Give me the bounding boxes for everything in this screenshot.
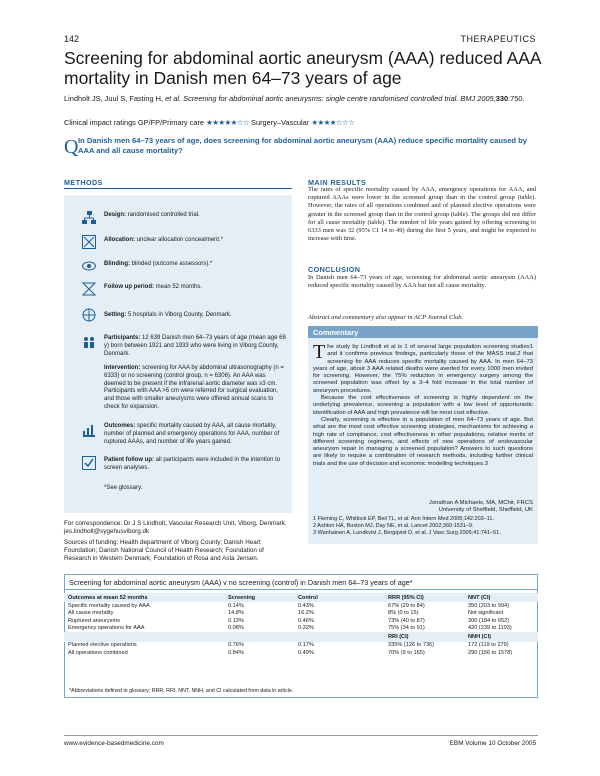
- table-subheader-row: [64, 632, 538, 642]
- table-title-divider: [64, 589, 538, 590]
- ratings-label: Clinical impact ratings GP/FP/Primary care: [64, 118, 207, 127]
- footer-url[interactable]: www.evidence-basedmedicine.com: [64, 740, 164, 747]
- conclusion-text: In Danish men 64–73 years of age, screening for abdominal aortic aneurysm (AAA) reduced specific mortality caused by AAA but not all cause mortality.: [308, 274, 536, 290]
- correspondence-text: For correspondence: Dr J S Lindholt, Vascular Research Unit, Viborg, Denmark. jes.lindholt@sygehusviborg.dk: [64, 520, 287, 535]
- subheader-nnh: NNH (CI): [464, 632, 538, 642]
- reference-item: 3 Wanhainen A, Lundkvist J, Bergqvist D, et al. J Vasc Surg 2005;41:741–51.: [313, 529, 501, 536]
- glossary-note: *See glossary.: [104, 485, 143, 491]
- methods-setting: Setting: 5 hospitals in Viborg County, Denmark.: [104, 312, 232, 318]
- table-row: All operations combined 0.84% 0.49% 70% (9 to 165) 290 (156 to 1578): [68, 650, 513, 657]
- clinical-question: [64, 136, 544, 156]
- methods-patient-followup: Patient follow up: all participants were included in the intention to screen analyses.: [104, 457, 281, 471]
- commentary-paragraph-2: Because the cost effectiveness of screening is highly dependent on the underlying prevalence, screening a population with a low level of opportunistic identification of AAA and high prevalence will be most cost effective.: [313, 395, 533, 416]
- methods-blinding: Blinding: blinded (outcome assessors).*: [104, 261, 213, 267]
- header-rrr: RRR (95% CI): [384, 593, 464, 602]
- table-footnote: *Abbreviations defined in glossary; RRR, RRI, NNT, NNH, and CI calculated from data in article.: [69, 688, 294, 694]
- author-affiliation: University of Sheffield, Sheffield, UK: [438, 507, 533, 514]
- conclusion-heading: CONCLUSION: [308, 265, 361, 274]
- header-control: Control: [294, 593, 384, 602]
- results-table: [64, 593, 538, 657]
- hourglass-icon: [82, 282, 96, 296]
- citation-etal: et al.: [165, 94, 182, 103]
- methods-box: [64, 195, 292, 513]
- table-title: Screening for abdominal aortic aneurysm (AAA) v no screening (control) in Danish men 64–73 years of age*: [69, 578, 413, 587]
- methods-allocation: Allocation: unclear allocation concealment.*: [104, 237, 224, 243]
- header-outcomes: Outcomes at mean 52 months: [64, 593, 224, 602]
- correspondence-block: [64, 520, 292, 563]
- methods-intervention: Intervention: screening for AAA by abdominal ultrasonography (n = 6333) or no screening (control group, n = 6306). An AAA was deemed to be present if the infrarenal aortic diameter was ≥3 cm. Participants with AAA >5 cm were referred for surgical evaluation, and those with smaller aneurysms were offered annual scans to check for expansion.: [104, 365, 284, 410]
- footer-issue: EBM Volume 10 October 2005: [449, 740, 536, 747]
- methods-outcomes: Outcomes: specific mortality caused by AAA, all cause mortality, number of planned and emergency operations for AAA, number of ruptured AAAs, and number of life years gained.: [104, 423, 280, 445]
- main-results-heading: MAIN RESULTS: [308, 178, 367, 187]
- abstract-note: Abstract and commentary also appear in ACP Journal Club.: [308, 314, 464, 321]
- primary-care-stars: ★★★★★☆☆: [206, 118, 249, 127]
- table-header-row: [64, 593, 538, 602]
- citation-title: Screening for abdominal aortic aneurysms: single centre randomised controlled trial. BMJ 2005;: [181, 94, 496, 103]
- table-row: Planned elective operations 0.76% 0.17% 335% (126 to 736) 172 (119 to 279): [68, 642, 509, 649]
- methods-followup: Follow up period: mean 52 months.: [104, 284, 203, 290]
- references: [313, 516, 535, 536]
- ratings-separator: Surgery–Vascular: [249, 118, 312, 127]
- citation: [64, 94, 544, 104]
- header-screening: Screening: [224, 593, 294, 602]
- article-title: Screening for abdominal aortic aneurysm (AAA) reduced AAA mortality in Danish men 64–73 years of age: [64, 48, 541, 88]
- table-row: Ruptured aneurysms 0.13% 0.46% 73% (40 to 87) 300 (184 to 652): [68, 617, 510, 624]
- page-number: 142: [64, 34, 80, 44]
- methods-participants: Participants: 12 639 Danish men 64–73 years of age (mean age 68 y) born between 1921 and 1933 who were living in Viborg County, Denmark.: [104, 335, 286, 357]
- patient-followup-icon: [82, 456, 96, 470]
- main-results-text: The rates of specific mortality caused by AAA, emergency operations for AAA, and ruptured AAAs were lower in the screened group than in the control group (table). However, the rates of all operations combined and of planned elective operations were greater in the screened group than in the control group (table). The groups did not differ for all cause mortality (table). The number of life years gained by offering screening to 6333 men was 32 (95% CI 14 to 49) during the first 5 years, and might be expected to increase with time.: [308, 186, 536, 243]
- blinding-icon: [82, 259, 96, 273]
- question-mark: Q: [64, 136, 79, 158]
- participants-icon: [82, 335, 96, 349]
- citation-authors: Lindholt JS, Juul S, Fasting H,: [64, 94, 166, 103]
- citation-volume: 330: [495, 94, 509, 103]
- subheader-rri: RRI (CI): [384, 632, 464, 642]
- drop-cap: T: [313, 341, 326, 363]
- citation-pages: :750.: [508, 94, 525, 103]
- commentary-text: [313, 341, 533, 468]
- commentary-author: [313, 500, 533, 515]
- table-row: Emergency operations for AAA 0.08% 0.32% 75% (34 to 91) 420 (239 to 1103): [68, 625, 512, 632]
- outcomes-icon: [82, 423, 96, 437]
- table-row: All cause mortality 14.8% 16.2% 8% (0 to 15) Not significant: [68, 610, 504, 617]
- methods-heading: METHODS: [64, 178, 103, 187]
- commentary-paragraph-1: he study by Lindholt et al is 1 of several large population screening studies1 and it confirms previous findings, particularly those of the MASS trial,2 that screening for AAA reduces specific mortality caused by AAA. In men 64–73 years of age, about 3 AAA related deaths were averted for every 1000 men invited for screening. However, the 75% reduction in emergency surgery among the screened population was offset by a 3–4 fold increase in the total number of aneurysm procedures.: [313, 344, 533, 394]
- design-icon: [82, 211, 96, 225]
- methods-divider: [64, 188, 292, 189]
- author-name: Jonathan A Michaels, MA, MChir, FRCS: [428, 500, 533, 506]
- section-label: THERAPEUTICS: [460, 34, 536, 44]
- setting-icon: [82, 308, 96, 322]
- commentary-heading: Commentary: [313, 328, 359, 337]
- header-nnt: NNT (CI): [464, 593, 538, 602]
- reference-item: 2 Ashton HA, Buxton MJ, Day NE, et al. Lancet 2002;360:1531–9.: [313, 522, 474, 529]
- question-text: In Danish men 64–73 years of age, does screening for abdominal aortic aneurysm (AAA) reduce specific mortality caused by AAA and all cause mortality?: [78, 136, 528, 155]
- funding-text: Sources of funding: Health department of Viborg County; Danish Heart Foundation; Danish National Council of Health Research; Foundation of Research in Western Denmark; Foundation of Rosa and Asta Jensen.: [64, 539, 264, 562]
- reference-item: 1 Fleming C, Whitlock EP, Beil TL, et al. Ann Intern Med 2005;142:203–11.: [313, 516, 494, 522]
- allocation-icon: [82, 235, 96, 249]
- footer-divider: [64, 735, 538, 736]
- table-row: Specific mortality caused by AAA 0.14% 0.43% 67% (29 to 84) 350 (203 to 994): [68, 602, 510, 609]
- commentary-paragraph-3: Clearly, screening is effective in a population of men 64–73 years of age. But what are the most cost effective screening strategies, mechanisms for achieving a high rate of compliance, cost effectiveness in other populations, relative merits of different screening regimens, and effects of new operations of endovascular aneurysm repair in managing a screened population? Answers to such questions are likely to require a combination of research methods, including further clinical trials and the use of decision and economic modelling techniques.3: [313, 416, 533, 467]
- methods-design: Design: randomised controlled trial.: [104, 212, 200, 218]
- clinical-impact-ratings: [64, 118, 354, 127]
- surgery-stars: ★★★★☆☆☆: [311, 118, 355, 127]
